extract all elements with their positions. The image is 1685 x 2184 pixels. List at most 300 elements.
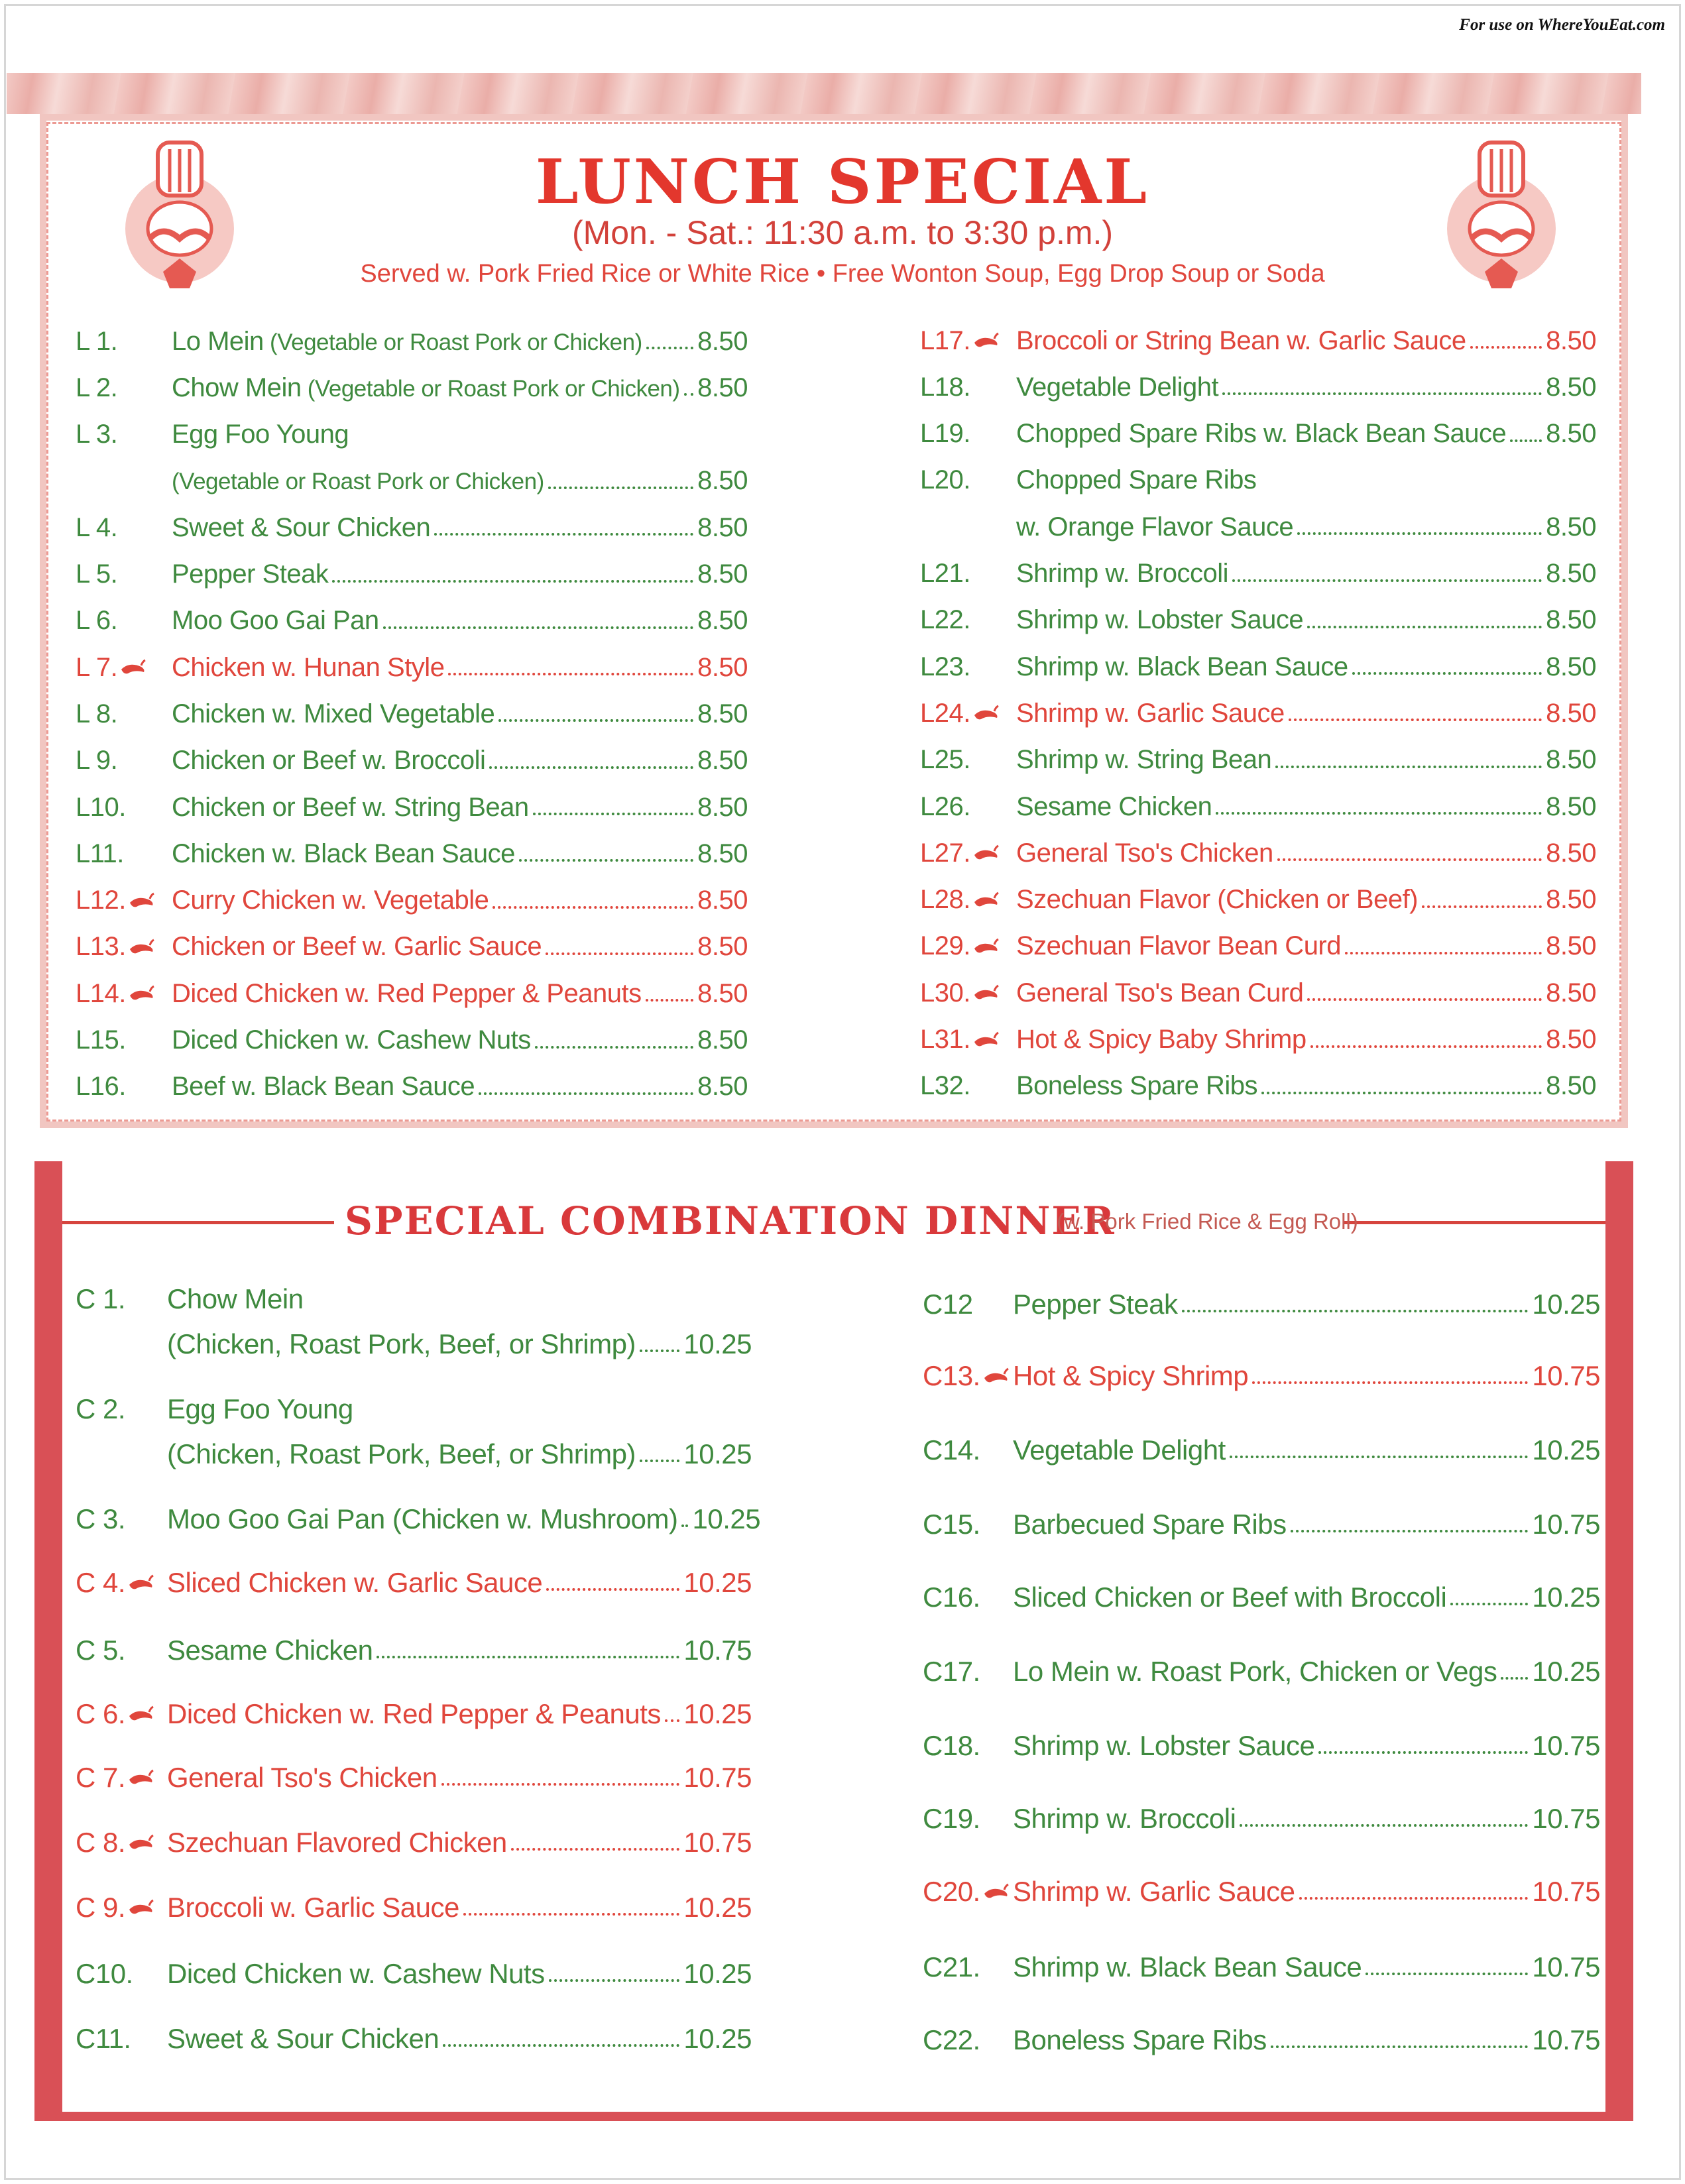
- menu-item-code: [76, 1762, 167, 1794]
- dot-leader: [443, 2044, 679, 2047]
- menu-item-row: [920, 321, 1596, 361]
- menu-item-code-text: L21.: [920, 559, 970, 588]
- menu-item-name-text: Shrimp w. Garlic Sauce: [1016, 698, 1285, 728]
- menu-item-price: 8.50: [1546, 978, 1596, 1007]
- menu-item-row: [76, 648, 748, 687]
- menu-item-code-text: C21.: [923, 1951, 980, 1983]
- hot-pepper-icon: [127, 985, 155, 1002]
- menu-item-code-text: C12: [923, 1289, 973, 1320]
- menu-item-name-text: Szechuan Flavor (Chicken or Beef): [1016, 885, 1418, 915]
- menu-item-code-text: L13.: [76, 932, 126, 962]
- menu-item-code-text: L12.: [76, 886, 126, 915]
- menu-item-code-text: L26.: [920, 791, 970, 821]
- dot-leader: [1307, 998, 1542, 1001]
- menu-item-code: [76, 1025, 172, 1055]
- hot-pepper-icon: [127, 939, 155, 956]
- menu-item-code: [76, 1072, 172, 1102]
- dot-leader: [646, 999, 694, 1002]
- dot-leader: [535, 1046, 693, 1049]
- menu-item-name-text: Chicken w. Hunan Style: [172, 652, 445, 682]
- menu-item-name-text: Chicken w. Black Bean Sauce: [172, 838, 515, 868]
- lunch-served-note: Served w. Pork Fried Rice or White Rice • Free Wonton Soup, Egg Drop Soup or Soda: [360, 260, 1325, 288]
- menu-item-row: [920, 693, 1596, 733]
- menu-item-code-text: L28.: [920, 885, 970, 915]
- menu-item-code: [76, 793, 172, 823]
- menu-item-price: 10.75: [1532, 1509, 1600, 1540]
- dot-leader: [1261, 1092, 1542, 1094]
- dot-leader: [1182, 1310, 1529, 1312]
- menu-item-code-text: L27.: [920, 838, 970, 868]
- menu-item-name-text: Curry Chicken w. Vegetable: [172, 886, 489, 915]
- menu-item-name: [1016, 326, 1466, 356]
- menu-item-row: [920, 554, 1596, 594]
- menu-item-name: [172, 746, 485, 776]
- dot-leader: [1232, 579, 1542, 582]
- menu-item-price: 10.75: [683, 1635, 752, 1666]
- menu-item-row: [76, 1631, 752, 1670]
- menu-item-name-text: Chopped Spare Ribs w. Black Bean Sauce: [1016, 419, 1507, 449]
- dot-leader: [498, 719, 693, 722]
- menu-item-price: 8.50: [697, 932, 748, 962]
- menu-item-code: [76, 1635, 167, 1666]
- menu-item-name: [1013, 1951, 1362, 1983]
- menu-item-name: [1013, 1730, 1314, 1762]
- menu-item-name: [172, 839, 515, 869]
- dot-leader: [1291, 1530, 1529, 1532]
- menu-item-row: [76, 1888, 752, 1927]
- menu-item-name: [1016, 652, 1348, 682]
- menu-item-name: [172, 699, 494, 729]
- menu-item-code: [920, 652, 1016, 682]
- menu-item-code-text: L 6.: [76, 606, 118, 636]
- menu-item-name-text: (Chicken, Roast Pork, Beef, or Shrimp): [167, 1328, 636, 1359]
- menu-item-name: [1016, 465, 1256, 495]
- menu-item-code: [920, 419, 1016, 449]
- menu-item-code-text: L18.: [920, 372, 970, 402]
- menu-item-row: [920, 787, 1596, 827]
- menu-item-row: [76, 1324, 752, 1364]
- menu-item-price: 8.50: [697, 512, 748, 542]
- menu-item-code: [923, 1360, 1013, 1392]
- menu-item-code: [920, 699, 1016, 728]
- menu-item-name-text: Sliced Chicken or Beef with Broccoli: [1013, 1581, 1447, 1613]
- hot-pepper-icon: [127, 1705, 154, 1723]
- menu-item-name-text: Broccoli w. Garlic Sauce: [167, 1892, 459, 1923]
- dot-leader: [549, 1979, 680, 1982]
- menu-item-price: 8.50: [697, 838, 748, 868]
- dinner-title-rule-left: [62, 1221, 334, 1224]
- dot-leader: [665, 1719, 679, 1722]
- hot-pepper-icon: [972, 1031, 1000, 1049]
- menu-item-name-text: Moo Goo Gai Pan (Chicken w. Mushroom): [167, 1503, 678, 1534]
- menu-item-price: 10.25: [683, 1438, 752, 1469]
- menu-item-code-text: C15.: [923, 1509, 980, 1540]
- menu-item-code: [923, 2024, 1013, 2056]
- menu-item-row: [76, 321, 748, 361]
- menu-item-code-text: L20.: [920, 465, 970, 495]
- menu-item-row: [76, 1563, 752, 1603]
- hot-pepper-icon: [127, 1769, 154, 1786]
- combination-dinner-subtitle: (w. Pork Fried Rice & Egg Roll): [1057, 1209, 1358, 1234]
- menu-item-code-text: C 8.: [76, 1827, 126, 1858]
- menu-item-name: [172, 653, 444, 683]
- dot-leader: [1252, 1381, 1528, 1384]
- menu-item-row: [920, 647, 1596, 687]
- menu-item-code-text: L30.: [920, 978, 970, 1007]
- menu-item-name: [167, 1762, 437, 1794]
- menu-item-code-text: L 9.: [76, 746, 118, 776]
- menu-item-price: 8.50: [697, 1072, 748, 1102]
- menu-item-name: [172, 373, 680, 403]
- menu-item-code: [76, 1827, 167, 1859]
- dot-leader: [640, 1460, 679, 1462]
- menu-item-options: (Vegetable or Roast Pork or Chicken): [263, 329, 642, 355]
- menu-item-name: [1013, 1509, 1287, 1540]
- menu-item-row: [76, 1823, 752, 1863]
- dot-leader: [681, 1524, 688, 1527]
- menu-item-row: [76, 461, 748, 501]
- hot-pepper-icon: [972, 332, 1000, 349]
- menu-item-name: [172, 886, 489, 915]
- menu-item-row: [920, 1066, 1596, 1106]
- menu-item-row: [76, 1499, 761, 1539]
- hot-pepper-icon: [972, 891, 1000, 909]
- hot-pepper-icon: [982, 1883, 1010, 1900]
- menu-item-name-text: Vegetable Delight: [1016, 372, 1219, 402]
- menu-item-code: [920, 605, 1016, 635]
- menu-item-name-text: Moo Goo Gai Pan: [172, 606, 379, 636]
- menu-item-code: [920, 931, 1016, 961]
- menu-item-name: [1013, 1434, 1226, 1466]
- dot-leader: [1510, 439, 1542, 442]
- menu-item-code-text: C 1.: [76, 1283, 126, 1314]
- dot-leader: [1318, 1751, 1528, 1754]
- hot-pepper-icon: [972, 705, 1000, 722]
- menu-item-row: [920, 740, 1596, 780]
- menu-item-row: [920, 367, 1596, 407]
- menu-item-name: [1016, 699, 1285, 728]
- dot-leader: [1352, 672, 1542, 675]
- menu-item-row: [76, 927, 748, 967]
- menu-item-code-text: C 3.: [76, 1503, 126, 1534]
- dot-leader: [489, 766, 693, 769]
- menu-item-price: 10.75: [1532, 2024, 1600, 2055]
- menu-item-code: [920, 838, 1016, 868]
- menu-item-code-text: L11.: [76, 838, 124, 868]
- menu-item-name: [172, 979, 642, 1009]
- menu-item-row: [76, 601, 748, 641]
- menu-item-code: [920, 978, 1016, 1008]
- menu-item-code: [920, 885, 1016, 915]
- menu-item-price: 10.25: [1532, 1581, 1600, 1613]
- menu-item-name-text: Beef w. Black Bean Sauce: [172, 1072, 475, 1102]
- hot-pepper-icon: [972, 984, 1000, 1002]
- menu-item-row: [76, 415, 748, 455]
- menu-item-row: [920, 461, 1596, 500]
- menu-item-code: [76, 1503, 167, 1535]
- menu-item-price: 8.50: [1546, 419, 1596, 449]
- menu-item-row: [923, 1430, 1600, 1470]
- menu-item-code-text: L23.: [920, 652, 970, 681]
- hot-pepper-icon: [972, 938, 1000, 955]
- menu-item-code-text: L17.: [920, 325, 970, 355]
- menu-item-name: [167, 1393, 353, 1425]
- menu-item-code: [76, 1892, 167, 1924]
- menu-item-name: [167, 2023, 439, 2055]
- menu-item-name-text: Chicken or Beef w. Broccoli: [172, 746, 486, 776]
- menu-item-code: [923, 1876, 1013, 1908]
- menu-item-name: [172, 606, 379, 636]
- hot-pepper-icon: [127, 1834, 154, 1851]
- menu-item-code: [76, 1393, 167, 1425]
- menu-item-row: [76, 1279, 752, 1319]
- menu-item-name-text: Hot & Spicy Shrimp: [1013, 1360, 1249, 1391]
- menu-item-name: [172, 559, 328, 589]
- menu-item-name: [172, 932, 542, 962]
- menu-item-code-text: L16.: [76, 1072, 126, 1102]
- menu-item-price: 10.25: [683, 1567, 752, 1598]
- menu-item-code-text: C14.: [923, 1434, 980, 1466]
- menu-item-name: [1016, 838, 1273, 868]
- menu-item-code-text: L32.: [920, 1071, 970, 1101]
- menu-item-row: [76, 2019, 752, 2059]
- hot-pepper-icon: [982, 1367, 1010, 1385]
- menu-item-code: [76, 839, 172, 869]
- menu-item-code: [920, 373, 1016, 402]
- hot-pepper-icon: [972, 844, 1000, 862]
- menu-item-code: [76, 979, 172, 1009]
- menu-item-name: [1013, 1876, 1295, 1908]
- menu-item-row: [923, 1726, 1600, 1766]
- menu-item-row: [923, 1947, 1600, 1987]
- menu-item-price: 10.25: [683, 1698, 752, 1729]
- menu-item-name: [172, 1072, 475, 1102]
- dot-leader: [1299, 1897, 1529, 1900]
- menu-item-name: [1013, 1656, 1497, 1688]
- menu-item-row: [923, 1799, 1600, 1839]
- menu-item-name-text: Sliced Chicken w. Garlic Sauce: [167, 1567, 543, 1598]
- dot-leader: [1345, 952, 1542, 954]
- menu-item-code-text: L31.: [920, 1025, 970, 1054]
- menu-item-name: [167, 1328, 636, 1360]
- watermark: For use on WhereYouEat.com: [1459, 16, 1665, 34]
- menu-item-row: [76, 741, 748, 781]
- dot-leader: [1275, 766, 1542, 768]
- menu-item-code: [920, 465, 1016, 495]
- menu-item-name: [1016, 978, 1303, 1008]
- menu-item-code: [76, 746, 172, 776]
- menu-item-code: [76, 606, 172, 636]
- menu-item-code-text: C22.: [923, 2024, 980, 2055]
- dot-leader: [546, 1588, 679, 1591]
- menu-item-price: 8.50: [697, 1025, 748, 1055]
- dot-leader: [548, 487, 693, 489]
- menu-item-name-text: Chow Mein: [167, 1283, 304, 1314]
- menu-item-name-text: Shrimp w. Black Bean Sauce: [1013, 1951, 1362, 1983]
- menu-item-row: [76, 1067, 748, 1107]
- menu-item-code-text: C13.: [923, 1360, 980, 1391]
- menu-item-code-text: L 8.: [76, 699, 118, 728]
- menu-item-name: [172, 793, 529, 823]
- menu-item-name: [172, 327, 642, 357]
- dot-leader: [434, 533, 693, 536]
- menu-item-code-text: L 7.: [76, 652, 118, 682]
- menu-item-name-text: Chicken w. Mixed Vegetable: [172, 699, 495, 728]
- menu-item-code-text: L19.: [920, 419, 970, 449]
- dot-leader: [533, 813, 694, 815]
- menu-item-code-text: C19.: [923, 1803, 980, 1834]
- menu-item-name: [1013, 1360, 1248, 1392]
- menu-item-name: [167, 1438, 636, 1470]
- menu-item-price: 8.50: [1546, 745, 1596, 775]
- dot-leader: [493, 906, 693, 909]
- dot-leader: [463, 1913, 680, 1916]
- menu-item-code: [76, 420, 172, 449]
- menu-item-name-text: Pepper Steak: [172, 559, 329, 589]
- menu-item-name: [1016, 559, 1228, 589]
- menu-item-price: 10.75: [683, 1827, 752, 1858]
- menu-item-name-text: Diced Chicken w. Cashew Nuts: [167, 1958, 545, 1989]
- dot-leader: [646, 347, 693, 349]
- menu-item-code-text: L 2.: [76, 373, 118, 402]
- menu-item-price: 8.50: [697, 746, 748, 776]
- top-decorative-band: [7, 73, 1641, 114]
- menu-item-name: [172, 513, 430, 543]
- menu-item-name-text: Sweet & Sour Chicken: [167, 2023, 439, 2054]
- menu-item-code-text: C11.: [76, 2023, 131, 2054]
- menu-item-name-text: Chow Mein: [172, 373, 302, 402]
- menu-item-name-text: Shrimp w. String Bean: [1016, 745, 1272, 775]
- menu-item-name: [1016, 605, 1303, 635]
- menu-item-name: [172, 420, 349, 449]
- menu-item-code: [76, 1698, 167, 1730]
- menu-item-name: [1016, 931, 1341, 961]
- hot-pepper-icon: [127, 1574, 154, 1591]
- menu-item-price: 8.50: [697, 792, 748, 822]
- menu-item-price: 10.75: [683, 1762, 752, 1793]
- dinner-title-rule-right: [1343, 1221, 1605, 1224]
- menu-item-row: [76, 881, 748, 921]
- lunch-special-title: LUNCH SPECIAL: [535, 146, 1150, 217]
- menu-item-row: [76, 834, 748, 874]
- menu-item-code: [923, 1509, 1013, 1540]
- menu-item-price: 8.50: [697, 559, 748, 589]
- menu-item-row: [76, 974, 748, 1013]
- menu-item-name-text: Pepper Steak: [1013, 1289, 1178, 1320]
- menu-item-name-text: Egg Foo Young: [167, 1393, 353, 1424]
- menu-item-price: 8.50: [1546, 838, 1596, 868]
- menu-item-price: 8.50: [1546, 372, 1596, 402]
- menu-item-code: [76, 886, 172, 915]
- menu-item-name-text: Broccoli or String Bean w. Garlic Sauce: [1016, 325, 1466, 355]
- menu-item-code-text: C17.: [923, 1656, 980, 1687]
- hot-pepper-icon: [127, 892, 155, 909]
- menu-item-code-text: L14.: [76, 978, 126, 1008]
- menu-item-options: (Vegetable or Roast Pork or Chicken): [172, 469, 544, 495]
- menu-item-code-text: L22.: [920, 605, 970, 635]
- menu-item-name-text: Shrimp w. Black Bean Sauce: [1016, 652, 1348, 681]
- dot-leader: [1230, 1456, 1529, 1458]
- menu-item-price: 10.25: [683, 1892, 752, 1923]
- menu-item-price: 10.25: [1532, 1289, 1600, 1320]
- menu-item-name-text: Barbecued Spare Ribs: [1013, 1509, 1287, 1540]
- dot-leader: [448, 673, 693, 675]
- menu-item-code-text: L25.: [920, 745, 970, 775]
- menu-item-row: [923, 1578, 1600, 1617]
- menu-item-code: [923, 1289, 1013, 1320]
- menu-item-name-text: Shrimp w. Garlic Sauce: [1013, 1876, 1295, 1907]
- menu-item-name-text: Lo Mein w. Roast Pork, Chicken or Vegs: [1013, 1656, 1497, 1687]
- menu-item-name: [1016, 745, 1271, 775]
- menu-item-code-text: L 1.: [76, 326, 118, 356]
- dot-leader: [640, 1350, 679, 1352]
- menu-item-code: [76, 559, 172, 589]
- menu-item-price: 8.50: [697, 699, 748, 728]
- menu-item-name: [167, 1635, 373, 1666]
- menu-item-code: [76, 2023, 167, 2055]
- dot-leader: [546, 952, 693, 955]
- menu-item-row: [76, 368, 748, 408]
- dot-leader: [377, 1656, 679, 1658]
- menu-item-name-text: Vegetable Delight: [1013, 1434, 1226, 1466]
- dot-leader: [1289, 718, 1542, 721]
- menu-item-name-text: (Chicken, Roast Pork, Beef, or Shrimp): [167, 1438, 636, 1469]
- menu-item-name-text: Sesame Chicken: [167, 1635, 373, 1666]
- menu-item-row: [76, 694, 748, 734]
- menu-item-row: [76, 1389, 752, 1429]
- menu-item-code: [76, 373, 172, 403]
- dot-leader: [519, 859, 693, 862]
- menu-item-name-text: Sesame Chicken: [1016, 791, 1212, 821]
- menu-item-price: 8.50: [1546, 512, 1596, 542]
- menu-item-price: 10.25: [1532, 1656, 1600, 1687]
- menu-item-code: [923, 1434, 1013, 1466]
- menu-item-price: 8.50: [697, 652, 748, 682]
- menu-item-name: [1016, 373, 1218, 402]
- menu-item-code: [923, 1951, 1013, 1983]
- menu-item-row: [76, 1021, 748, 1061]
- menu-item-row: [923, 1505, 1600, 1544]
- dot-leader: [332, 580, 693, 583]
- menu-item-name: [1013, 1803, 1236, 1835]
- menu-item-name-text: Egg Foo Young: [172, 420, 349, 449]
- dot-leader: [1307, 626, 1542, 628]
- menu-item-code-text: C 6.: [76, 1698, 126, 1729]
- menu-item-name-text: Sweet & Sour Chicken: [172, 512, 431, 542]
- menu-item-code: [76, 1283, 167, 1315]
- dot-leader: [441, 1783, 680, 1786]
- menu-item-options: (Vegetable or Roast Pork or Chicken): [301, 375, 680, 402]
- menu-item-code-text: L 3.: [76, 420, 118, 449]
- menu-item-name: [1016, 512, 1293, 542]
- menu-item-name-text: Diced Chicken w. Red Pepper & Peanuts: [172, 978, 642, 1008]
- menu-item-price: 10.75: [1532, 1803, 1600, 1834]
- menu-item-name-text: Hot & Spicy Baby Shrimp: [1016, 1025, 1307, 1054]
- menu-item-code-text: C 9.: [76, 1892, 126, 1923]
- menu-item-price: 8.50: [1546, 931, 1596, 961]
- menu-item-row: [920, 1020, 1596, 1060]
- dot-leader: [1277, 858, 1542, 861]
- menu-item-code-text: C 7.: [76, 1762, 126, 1793]
- menu-item-row: [76, 1954, 752, 1994]
- menu-item-code: [920, 326, 1016, 356]
- menu-item-name: [1016, 885, 1418, 915]
- menu-item-name: [167, 1698, 661, 1730]
- menu-item-price: 10.25: [683, 2023, 752, 2054]
- menu-item-name-text: Diced Chicken w. Cashew Nuts: [172, 1025, 531, 1055]
- menu-item-code: [923, 1656, 1013, 1688]
- menu-item-name: [1016, 419, 1506, 449]
